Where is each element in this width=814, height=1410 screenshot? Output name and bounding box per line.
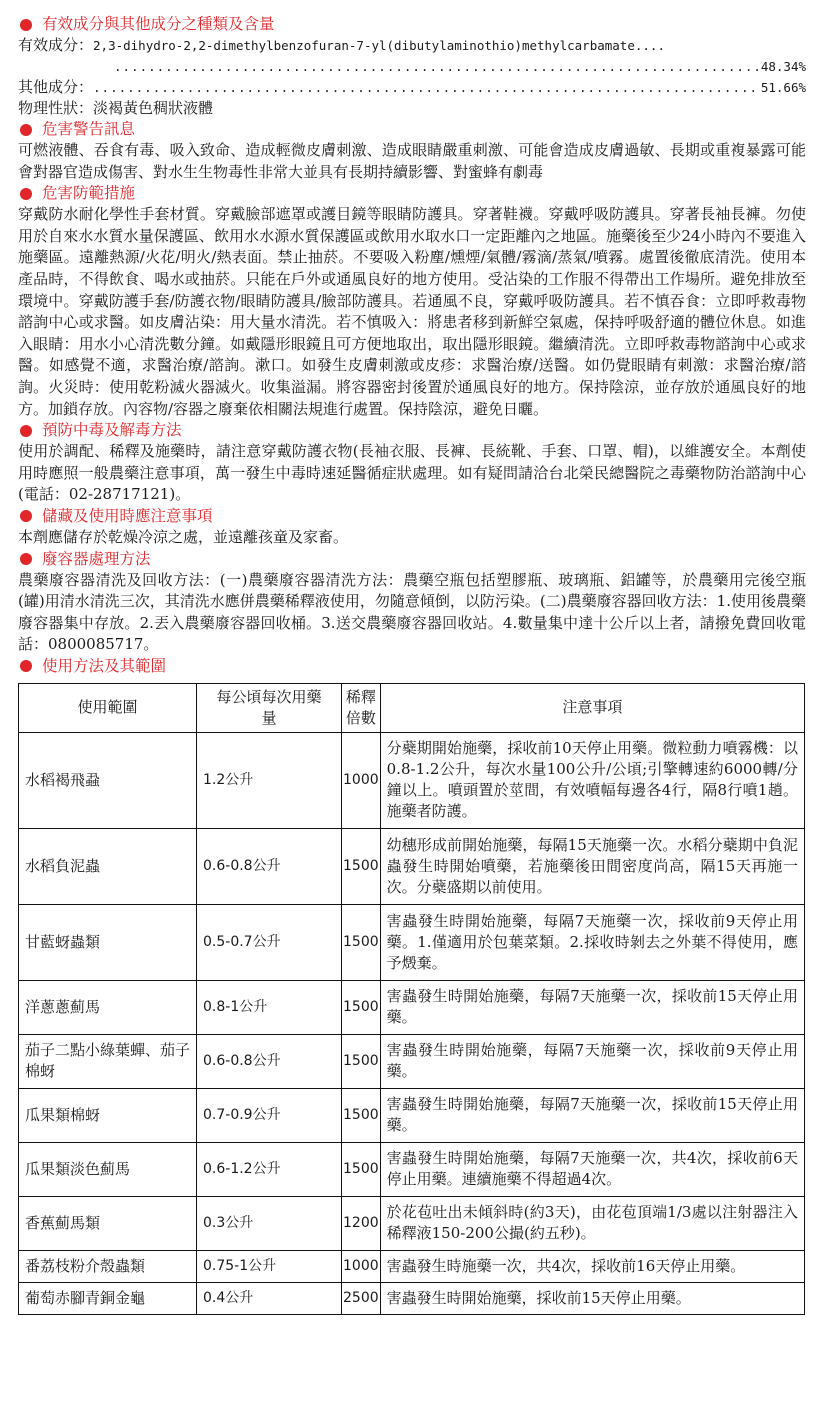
active-label: 有效成分：	[18, 36, 94, 54]
other-label: 其他成分：	[18, 78, 94, 96]
bullet-icon	[20, 553, 32, 565]
table-row	[19, 980, 805, 1034]
dose-cell: 0.4公升	[197, 1282, 342, 1314]
dilution-cell: 1500	[342, 828, 381, 904]
note-cell: 害蟲發生時開始施藥，每隔7天施藥一次，採收前9天停止用藥。1.僅適用於包葉菜類。2.採收時剝去之外葉不得使用，應予燬棄。	[380, 904, 804, 980]
storage-text: 本劑應儲存於乾燥冷涼之處，並遠離孩童及家畜。	[18, 527, 349, 546]
section-heading-storage	[18, 506, 806, 527]
table-row	[19, 1142, 805, 1196]
physical-state: 物理性狀：淡褐黃色稠狀液體	[18, 99, 214, 117]
section-heading-prevention	[18, 183, 806, 204]
prevention-text: 穿戴防水耐化學性手套材質。穿戴臉部遮罩或護目鏡等眼睛防護具。穿著鞋襪。穿戴呼吸防護具。穿著長袖長褲。勿使用於自來水水質水量保護區、飲用水水源水質保護區或飲用水取水口一定距離內之地區。施藥後至少24小時內不要進入施藥區。遠離熱源/火花/明火/熱表面。禁止抽菸。不要吸入粉塵/燻煙/氣體/霧滴/蒸氣/噴霧。處置後徹底清洗。使用本產品時，不得飲食、喝水或抽菸。只能在戶外或通風良好的地方使用。受沾染的工作服不得帶出工作場所。避免排放至環境中。穿戴防護手套/防護衣物/眼睛防護具/臉部防護具。若通風不良，穿戴呼吸防護具。若不慎吞食：立即呼救毒物諮詢中心或求醫。如皮膚沾染：用大量水清洗。若不慎吸入：將患者移到新鮮空氣處，保持呼吸舒適的體位休息。如進入眼睛：用水小心清洗數分鐘。如戴隱形眼鏡且可方便地取出，取出隱形眼鏡。繼續清洗。立即呼救毒物諮詢中心或求醫。如感覺不適，求醫治療/諮詢。漱口。如發生皮膚刺激或皮疹：求醫治療/送醫。如仍覺眼睛有刺激：求醫治療/諮詢。火災時：使用乾粉滅火器滅火。收集溢漏。將容器密封後置於通風良好的地方。保持陰涼，並存放於通風良好的地方。加鎖存放。內容物/容器之廢棄依相關法規進行處置。保持陰涼，避免日曬。	[18, 205, 806, 418]
crop-cell: 甘藍蚜蟲類	[19, 904, 197, 980]
section-heading-antidote	[18, 420, 806, 441]
column-header-dilution: 稀釋倍數	[342, 683, 381, 732]
bullet-icon	[20, 510, 32, 522]
dilution-cell: 1500	[342, 1142, 381, 1196]
crop-cell: 洋蔥蔥薊馬	[19, 980, 197, 1034]
dilution-cell: 2500	[342, 1282, 381, 1314]
crop-cell: 瓜果類淡色薊馬	[19, 1142, 197, 1196]
dose-cell: 0.6-1.2公升	[197, 1142, 342, 1196]
leader-dots	[114, 56, 761, 77]
bullet-icon	[20, 124, 32, 136]
table-header-row	[19, 683, 805, 732]
note-cell: 害蟲發生時開始施藥，採收前15天停止用藥。	[380, 1282, 804, 1314]
active-ingredient-line	[18, 35, 806, 56]
dose-cell: 1.2公升	[197, 732, 342, 828]
bullet-icon	[20, 660, 32, 672]
usage-table-body	[19, 732, 805, 1314]
crop-cell: 水稻負泥蟲	[19, 828, 197, 904]
note-cell: 害蟲發生時開始施藥，每隔7天施藥一次，採收前15天停止用藥。	[380, 1088, 804, 1142]
dose-cell: 0.7-0.9公升	[197, 1088, 342, 1142]
leader-dots	[93, 77, 761, 98]
crop-cell: 葡萄赤腳青銅金龜	[19, 1282, 197, 1314]
other-ingredient-line	[18, 77, 806, 98]
bullet-icon	[20, 19, 32, 31]
heading-text: 預防中毒及解毒方法	[42, 421, 182, 440]
crop-cell: 瓜果類棉蚜	[19, 1088, 197, 1142]
dose-cell: 0.3公升	[197, 1196, 342, 1250]
dilution-cell: 1500	[342, 1088, 381, 1142]
dose-cell: 0.8-1公升	[197, 980, 342, 1034]
bullet-icon	[20, 425, 32, 437]
usage-table	[18, 683, 805, 1315]
heading-text: 危害防範措施	[42, 184, 136, 203]
note-cell: 害蟲發生時施藥一次，共4次，採收前16天停止用藥。	[380, 1250, 804, 1282]
dose-cell: 0.6-0.8公升	[197, 1034, 342, 1088]
active-pct: 48.34%	[760, 59, 806, 74]
dilution-cell: 1000	[342, 1250, 381, 1282]
note-cell: 幼穗形成前開始施藥，每隔15天施藥一次。水稻分蘗期中負泥蟲發生時開始噴藥，若施藥後田間密度尚高，隔15天再施一次。分蘗盛期以前使用。	[380, 828, 804, 904]
bullet-icon	[20, 188, 32, 200]
table-row	[19, 1282, 805, 1314]
note-cell: 於花苞吐出未傾斜時(約3天)，由花苞頂端1/3處以注射器注入稀釋液150-200公撮(約五秒)。	[380, 1196, 804, 1250]
table-row	[19, 1250, 805, 1282]
dilution-cell: 1200	[342, 1196, 381, 1250]
heading-text: 儲藏及使用時應注意事項	[42, 506, 213, 525]
dilution-cell: 1000	[342, 732, 381, 828]
dose-cell: 0.75-1公升	[197, 1250, 342, 1282]
section-heading-ingredients	[18, 14, 806, 35]
table-row	[19, 828, 805, 904]
hazard-text: 可燃液體、吞食有毒、吸入致命、造成輕微皮膚刺激、造成眼睛嚴重刺激、可能會造成皮膚過敏、長期或重複暴露可能會對器官造成傷害、對水生生物毒性非常大並具有長期持續影響、對蜜蜂有劇毒	[18, 141, 806, 181]
column-header-note: 注意事項	[380, 683, 804, 732]
section-heading-usage	[18, 656, 806, 677]
heading-text: 廢容器處理方法	[42, 549, 151, 568]
heading-text: 有效成分與其他成分之種類及含量	[42, 15, 275, 33]
column-header-crop: 使用範圍	[19, 683, 197, 732]
dilution-cell: 1500	[342, 904, 381, 980]
other-pct: 51.66%	[760, 80, 806, 95]
dose-cell: 0.5-0.7公升	[197, 904, 342, 980]
table-row	[19, 1088, 805, 1142]
heading-text: 危害警告訊息	[42, 120, 136, 138]
table-row	[19, 1034, 805, 1088]
crop-cell: 番荔枝粉介殼蟲類	[19, 1250, 197, 1282]
note-cell: 害蟲發生時開始施藥，每隔7天施藥一次，採收前9天停止用藥。	[380, 1034, 804, 1088]
active-pct-line	[18, 56, 806, 77]
crop-cell: 水稻褐飛蝨	[19, 732, 197, 828]
table-row	[19, 1196, 805, 1250]
table-row	[19, 732, 805, 828]
note-cell: 害蟲發生時開始施藥，每隔7天施藥一次，共4次，採收前6天停止用藥。連續施藥不得超過4次。	[380, 1142, 804, 1196]
antidote-text: 使用於調配、稀釋及施藥時，請注意穿戴防護衣物(長袖衣服、長褲、長統靴、手套、口罩、帽)，以維護安全。本劑使用時應照一般農藥注意事項，萬一發生中毒時速延醫循症狀處理。如有疑問請洽台北榮民總醫院之毒藥物防治諮詢中心(電話：02-28717121)。	[18, 442, 806, 504]
disposal-text: 農藥廢容器清洗及回收方法：(一)農藥廢容器清洗方法：農藥空瓶包括塑膠瓶、玻璃瓶、鋁罐等，於農藥用完後空瓶(罐)用清水清洗三次，其清洗水應併農藥稀釋液使用，勿隨意傾倒，以防污染。(二)農藥廢容器回收方法：1.使用後農藥廢容器集中存放。2.丟入農藥廢容器回收桶。3.送交農藥廢容器回收站。4.數量集中達十公斤以上者，請撥免費回收電話：0800085717。	[18, 570, 806, 654]
table-row	[19, 904, 805, 980]
crop-cell: 茄子二點小綠葉蟬、茄子棉蚜	[19, 1034, 197, 1088]
dilution-cell: 1500	[342, 980, 381, 1034]
column-header-dose: 每公頃每次用藥量	[197, 683, 342, 732]
crop-cell: 香蕉薊馬類	[19, 1196, 197, 1250]
dilution-cell: 1500	[342, 1034, 381, 1088]
section-heading-hazard	[18, 119, 806, 140]
dose-cell: 0.6-0.8公升	[197, 828, 342, 904]
heading-text: 使用方法及其範圍	[42, 656, 167, 675]
active-name: 2,3-dihydro-2,2-dimethylbenzofuran-7-yl(dibutylaminothio)methylcarbamate....	[93, 38, 665, 53]
note-cell: 害蟲發生時開始施藥，每隔7天施藥一次，採收前15天停止用藥。	[380, 980, 804, 1034]
section-heading-disposal	[18, 549, 806, 570]
note-cell: 分蘗期開始施藥，採收前10天停止用藥。微粒動力噴霧機：以0.8-1.2公升，每次水量100公升/公頃;引擎轉速約6000轉/分鐘以上。噴頭置於莖間，有效噴幅每邊各4行，隔8行噴1趟。施藥者防護。	[380, 732, 804, 828]
label-document	[18, 14, 806, 1315]
